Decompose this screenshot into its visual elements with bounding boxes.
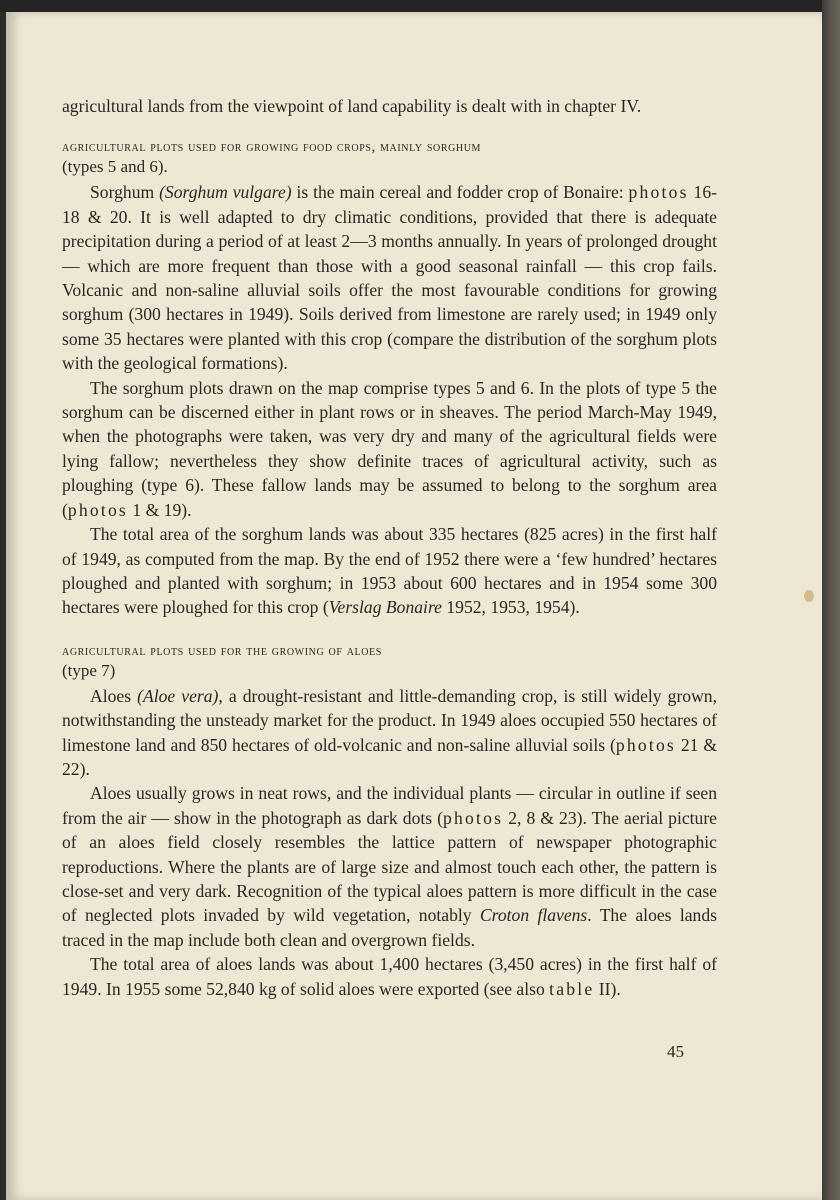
scan-top-edge <box>0 0 840 12</box>
text-run: II). <box>594 978 621 999</box>
text-run: The total area of aloes lands was about 1,400 hectares (3,450 acres) in the first half of 1949. In 1955 some 52,840 kg of solid aloes were exported (see also <box>62 954 717 999</box>
paper-stain <box>804 590 814 602</box>
text-run: The sorghum plots drawn on the map comprise types 5 and 6. In the plots of type 5 the sorghum can be discerned either in plant rows or in sheaves. The period March-May 1949, when the photographs were taken, was very dry and many of the agricultural fields were lying fallow; nevertheless they show definite traces of agricultural activity, such as ploughing (type 6). These fallow lands may be assumed to belong to the sorghum area ( <box>62 377 717 520</box>
photo-reference: photos <box>67 499 128 520</box>
photo-reference: photos <box>628 182 689 203</box>
paragraph-aloes-1 <box>62 684 717 782</box>
text-run: is the main cereal and fodder crop of Bonaire: <box>291 182 629 203</box>
latin-name: (Sorghum vulgare) <box>159 182 292 203</box>
photo-reference: photos <box>443 807 504 828</box>
paragraph-aloes-3 <box>62 952 717 1001</box>
section-heading-sorghum: agricultural plots used for growing food crops, mainly sorghum <box>62 139 482 156</box>
page-body <box>62 94 717 1001</box>
text-run: 1952, 1953, 1954). <box>441 597 580 618</box>
text-run: 1 & 19). <box>127 499 192 520</box>
carryover-paragraph: agricultural lands from the viewpoint of land capability is dealt with in chapter IV. <box>62 96 642 116</box>
text-run: The total area of the sorghum lands was about 335 hectares (825 acres) in the first half of 1949, as computed from the map. By the end of 1952 there were a ‘few hundred’ hectares ploughed and planted with sorghum; in 1953 about 600 hectares and in 1954 some 300 hectares were ploughed for this crop ( <box>62 524 717 618</box>
paragraph-sorghum-3 <box>62 522 717 620</box>
section-heading-aloes: agricultural plots used for the growing of aloes <box>62 642 382 659</box>
text-run: 2, 8 & 23). The aerial picture of an aloes field closely resembles the lattice pattern of newspaper photographic reproductions. Where the plants are of large size and almost touch each other, the pattern is close-set and very dark. Recognition of the typical aloes pattern is more difficult in the case of neglected plots invaded by wild vegetation, notably <box>62 807 717 926</box>
section-subheading-aloes: (type 7) <box>62 660 116 680</box>
text-run: Aloes <box>90 685 138 706</box>
section-subheading-sorghum: (types 5 and 6). <box>62 157 168 177</box>
page-number: 45 <box>667 1042 684 1061</box>
paragraph-aloes-2 <box>62 781 717 952</box>
paragraph-sorghum-1 <box>62 180 717 375</box>
table-reference: table <box>549 978 595 999</box>
text-run: Aloes usually grows in neat rows, and the individual plants — circular in outline if seen from the air — show in the photograph as dark dots ( <box>62 783 717 828</box>
latin-name: (Aloe vera) <box>137 685 219 706</box>
text-run: 21 & 22). <box>62 734 718 779</box>
text-run: . The aloes lands traced in the map include both clean and overgrown fields. <box>62 905 717 950</box>
citation-title: Verslag Bonaire <box>328 597 442 618</box>
text-run: , a drought-resistant and little-demanding crop, is still widely grown, notwithstanding the unsteady market for the product. In 1949 aloes occupied 550 hectares of limestone land and 850 hectares of old-volcanic and non-saline alluvial soils ( <box>62 685 718 755</box>
latin-name: Croton flavens <box>479 905 588 926</box>
paragraph-sorghum-2 <box>62 376 717 522</box>
photo-reference: photos <box>615 734 676 755</box>
page-stack-edge <box>822 0 840 1200</box>
text-run: Sorghum <box>90 182 160 203</box>
text-run: 16-18 & 20. It is well adapted to dry climatic conditions, provided that there is adequate precipitation during a period of at least 2—3 months annually. In years of prolonged drought — which are more frequent than those with a good seasonal rainfall — this crop fails. Volcanic and non-saline alluvial soils offer the most favourable conditions for growing sorghum (300 hectares in 1949). Soils derived from limestone are rarely used; in 1949 only some 35 hectares were planted with this crop (compare the distribution of the sorghum plots with the geological formations). <box>62 182 717 374</box>
